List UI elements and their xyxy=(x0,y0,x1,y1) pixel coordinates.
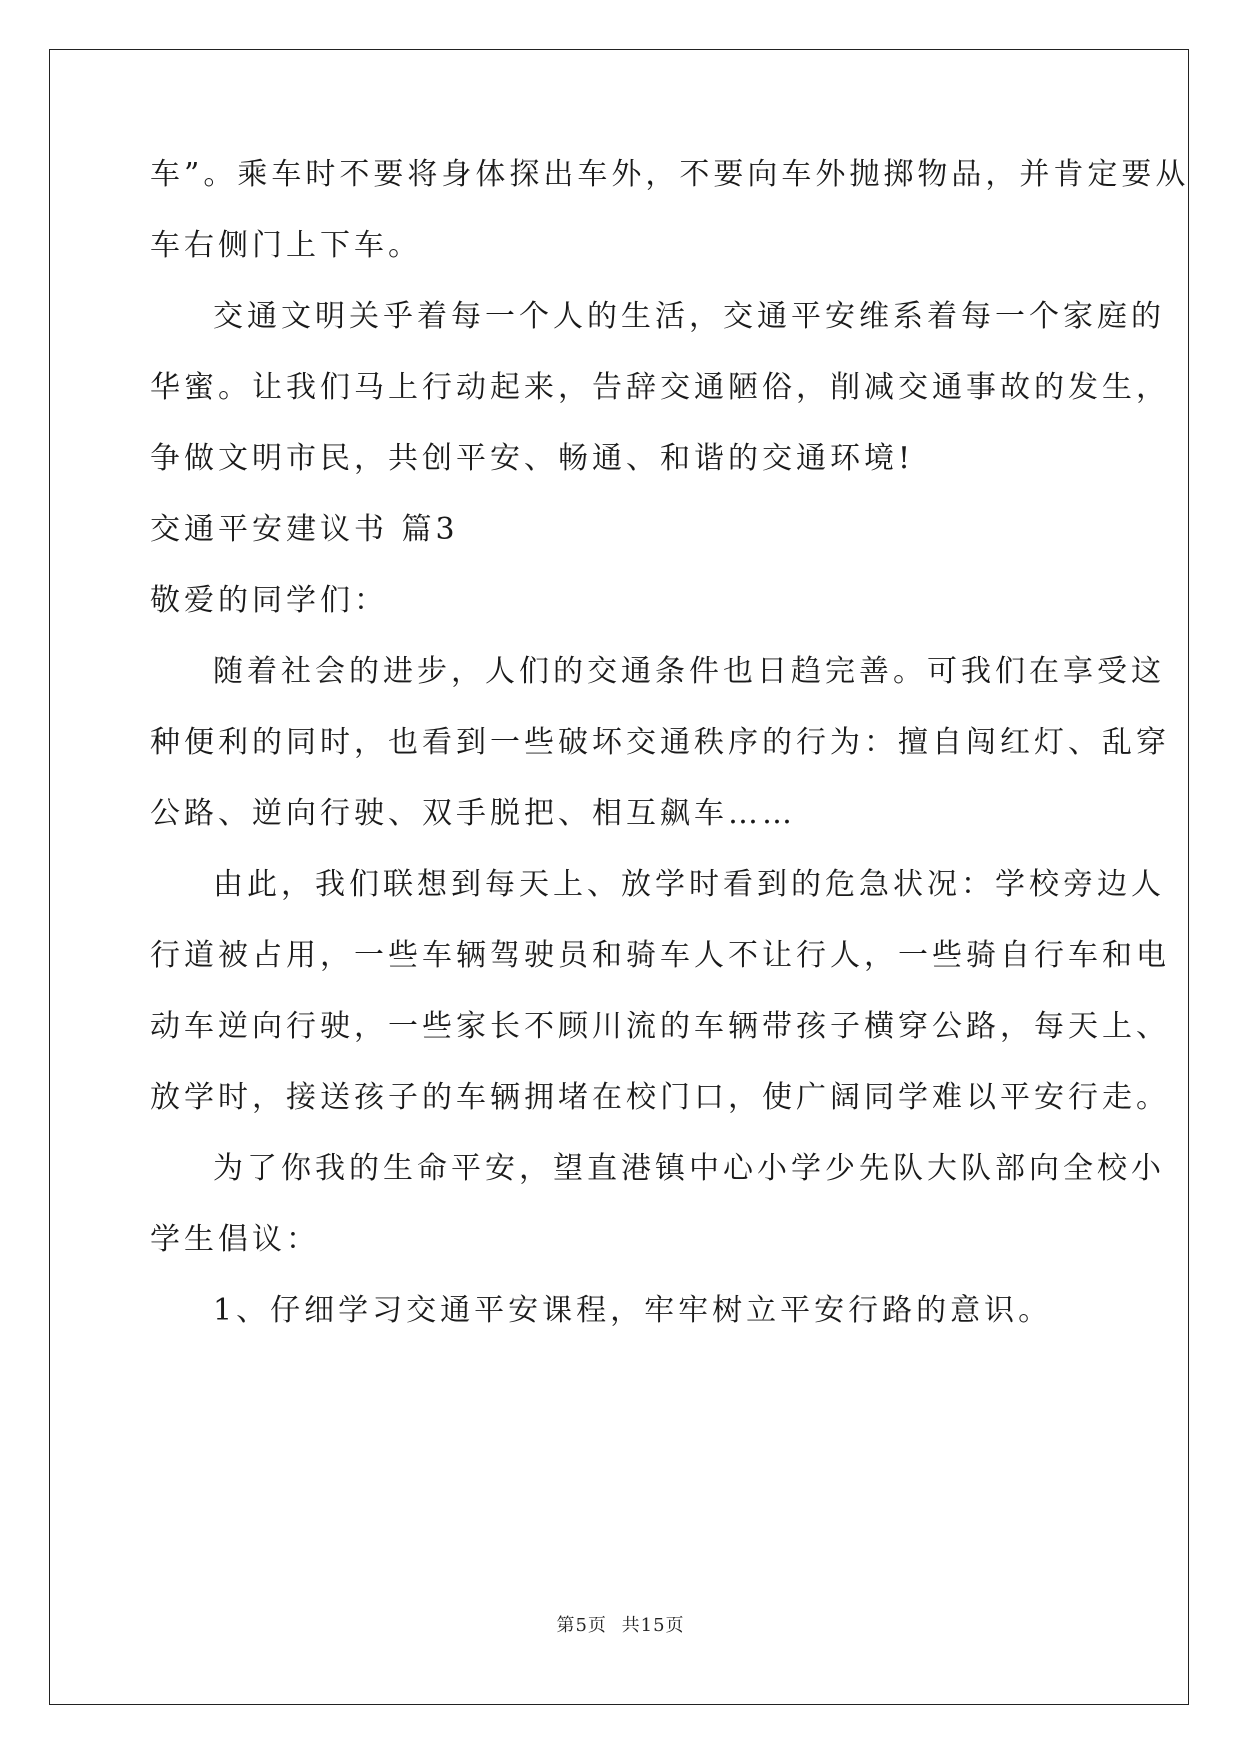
paragraph-line: 华蜜。让我们马上行动起来，告辞交通陋俗，削减交通事故的发生， xyxy=(150,370,1170,405)
paragraph-line: 动车逆向行驶，一些家长不顾川流的车辆带孩子横穿公路，每天上、 xyxy=(150,1009,1170,1044)
paragraph-line: 学生倡议： xyxy=(150,1222,320,1257)
salutation: 敬爱的同学们： xyxy=(150,583,388,618)
page-total: 共15页 xyxy=(621,1615,685,1636)
paragraph-line: 车”。乘车时不要将身体探出车外，不要向车外抛掷物品，并肯定要从 xyxy=(150,157,1190,192)
page-number: 第5页 xyxy=(556,1615,607,1636)
list-item: 1、仔细学习交通平安课程，牢牢树立平安行路的意识。 xyxy=(213,1293,1053,1328)
paragraph-line: 由此，我们联想到每天上、放学时看到的危急状况：学校旁边人 xyxy=(213,867,1165,902)
paragraph-line: 种便利的同时，也看到一些破坏交通秩序的行为：擅自闯红灯、乱穿 xyxy=(150,725,1170,760)
paragraph-line: 行道被占用，一些车辆驾驶员和骑车人不让行人，一些骑自行车和电 xyxy=(150,938,1170,973)
paragraph-line: 放学时，接送孩子的车辆拥堵在校门口，使广阔同学难以平安行走。 xyxy=(150,1080,1170,1115)
page-footer xyxy=(0,1614,1241,1638)
paragraph-line: 为了你我的生命平安，望直港镇中心小学少先队大队部向全校小 xyxy=(213,1151,1165,1186)
paragraph-line: 交通文明关乎着每一个人的生活，交通平安维系着每一个家庭的 xyxy=(213,299,1165,334)
paragraph-line: 车右侧门上下车。 xyxy=(150,228,422,263)
paragraph-line: 争做文明市民，共创平安、畅通、和谐的交通环境! xyxy=(150,441,915,476)
paragraph-line: 公路、逆向行驶、双手脱把、相互飙车…… xyxy=(150,796,796,831)
paragraph-line: 随着社会的进步，人们的交通条件也日趋完善。可我们在享受这 xyxy=(213,654,1165,689)
section-heading: 交通平安建议书 篇3 xyxy=(150,512,459,547)
